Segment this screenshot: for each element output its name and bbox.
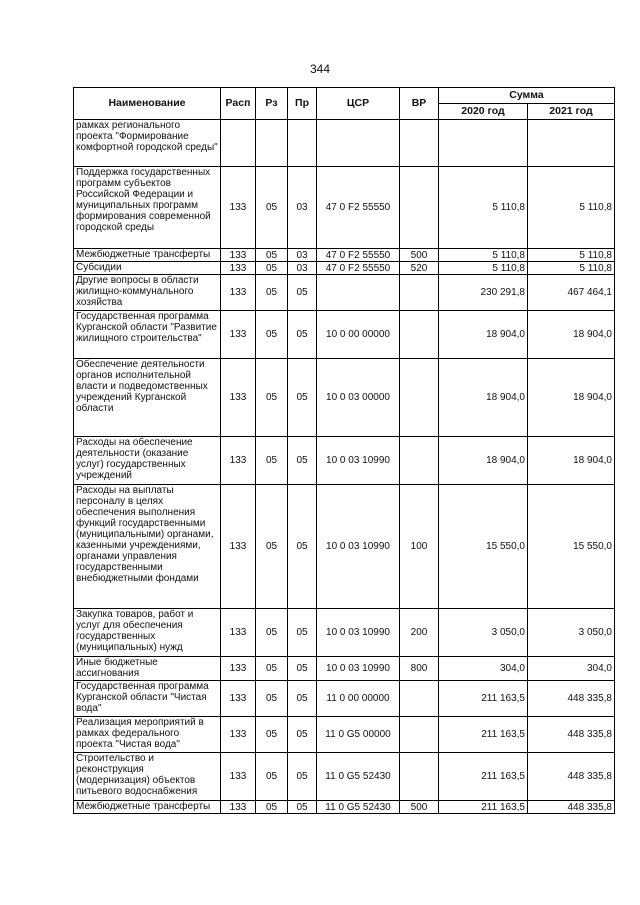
cell-2020: 15 550,0 — [439, 485, 528, 609]
cell-vr: 800 — [400, 657, 439, 681]
cell-pr: 05 — [288, 437, 317, 485]
table-row — [74, 657, 615, 681]
cell-vr: 200 — [400, 609, 439, 657]
cell-2021 — [528, 120, 615, 167]
table-row — [74, 249, 615, 262]
cell-rasp: 133 — [221, 275, 256, 311]
cell-pr: 05 — [288, 681, 317, 717]
cell-name: Реализация мероприятий в рамках федерального проекта "Чистая вода" — [74, 717, 221, 753]
cell-pr: 05 — [288, 359, 317, 437]
cell-name: Закупка товаров, работ и услуг для обеспечения государственных (муниципальных) нужд — [74, 609, 221, 657]
cell-vr: 520 — [400, 262, 439, 275]
table-row — [74, 359, 615, 437]
cell-rz — [256, 120, 288, 167]
cell-name: Иные бюджетные ассигнования — [74, 657, 221, 681]
header-year-2020: 2020 год — [439, 104, 528, 120]
table-row — [74, 262, 615, 275]
cell-2021: 448 335,8 — [528, 681, 615, 717]
header-vr: ВР — [400, 88, 439, 120]
cell-rz: 05 — [256, 437, 288, 485]
cell-csr: 47 0 F2 55550 — [317, 262, 400, 275]
table-row — [74, 485, 615, 609]
cell-rz: 05 — [256, 311, 288, 359]
table-body — [74, 120, 615, 814]
cell-2020: 18 904,0 — [439, 437, 528, 485]
cell-name: Обеспечение деятельности органов исполнительной власти и подведомственных учреждений Курганской области — [74, 359, 221, 437]
cell-name: Поддержка государственных программ субъектов Российской Федерации и муниципальных программ формирования современной городской среды — [74, 167, 221, 249]
table-row — [74, 437, 615, 485]
cell-2021: 448 335,8 — [528, 801, 615, 814]
cell-2020: 211 163,5 — [439, 801, 528, 814]
cell-rz: 05 — [256, 801, 288, 814]
cell-vr: 100 — [400, 485, 439, 609]
cell-rasp — [221, 120, 256, 167]
cell-rz: 05 — [256, 717, 288, 753]
cell-name: Расходы на обеспечение деятельности (оказание услуг) государственных учреждений — [74, 437, 221, 485]
cell-rasp: 133 — [221, 311, 256, 359]
cell-rz: 05 — [256, 681, 288, 717]
cell-2021: 3 050,0 — [528, 609, 615, 657]
table-row — [74, 275, 615, 311]
table-row — [74, 717, 615, 753]
cell-rasp: 133 — [221, 801, 256, 814]
cell-rz: 05 — [256, 657, 288, 681]
cell-pr — [288, 120, 317, 167]
cell-rz: 05 — [256, 275, 288, 311]
cell-2020 — [439, 120, 528, 167]
cell-csr: 10 0 03 00000 — [317, 359, 400, 437]
cell-pr: 05 — [288, 753, 317, 801]
cell-2021: 18 904,0 — [528, 437, 615, 485]
cell-2021: 5 110,8 — [528, 167, 615, 249]
cell-rasp: 133 — [221, 485, 256, 609]
cell-rz: 05 — [256, 485, 288, 609]
cell-pr: 05 — [288, 311, 317, 359]
header-pr: Пр — [288, 88, 317, 120]
cell-vr — [400, 275, 439, 311]
cell-2021: 448 335,8 — [528, 717, 615, 753]
header-sum: Сумма — [439, 88, 615, 104]
cell-csr: 11 0 00 00000 — [317, 681, 400, 717]
cell-pr: 05 — [288, 275, 317, 311]
cell-vr — [400, 120, 439, 167]
cell-pr: 03 — [288, 167, 317, 249]
cell-rasp: 133 — [221, 681, 256, 717]
cell-name: Государственная программа Курганской области "Развитие жилищного строительства" — [74, 311, 221, 359]
cell-2020: 211 163,5 — [439, 753, 528, 801]
budget-table — [73, 87, 615, 814]
cell-2020: 3 050,0 — [439, 609, 528, 657]
cell-rasp: 133 — [221, 249, 256, 262]
cell-csr: 10 0 03 10990 — [317, 437, 400, 485]
cell-vr — [400, 167, 439, 249]
cell-2021: 448 335,8 — [528, 753, 615, 801]
cell-pr: 05 — [288, 485, 317, 609]
cell-vr — [400, 753, 439, 801]
cell-2020: 18 904,0 — [439, 311, 528, 359]
cell-csr: 47 0 F2 55550 — [317, 167, 400, 249]
cell-rz: 05 — [256, 167, 288, 249]
cell-2020: 18 904,0 — [439, 359, 528, 437]
cell-rasp: 133 — [221, 717, 256, 753]
cell-2020: 5 110,8 — [439, 262, 528, 275]
cell-vr: 500 — [400, 249, 439, 262]
cell-rz: 05 — [256, 609, 288, 657]
table-row — [74, 120, 615, 167]
cell-2021: 18 904,0 — [528, 311, 615, 359]
cell-name: Межбюджетные трансферты — [74, 801, 221, 814]
cell-2021: 18 904,0 — [528, 359, 615, 437]
cell-2021: 304,0 — [528, 657, 615, 681]
cell-2021: 5 110,8 — [528, 249, 615, 262]
cell-rasp: 133 — [221, 609, 256, 657]
cell-name: Другие вопросы в области жилищно-коммунального хозяйства — [74, 275, 221, 311]
cell-rasp: 133 — [221, 359, 256, 437]
table-row — [74, 609, 615, 657]
cell-vr — [400, 681, 439, 717]
cell-2021: 15 550,0 — [528, 485, 615, 609]
cell-csr: 11 0 G5 00000 — [317, 717, 400, 753]
cell-pr: 03 — [288, 249, 317, 262]
cell-2021: 5 110,8 — [528, 262, 615, 275]
header-name: Наименование — [74, 88, 221, 120]
cell-vr — [400, 359, 439, 437]
cell-vr: 500 — [400, 801, 439, 814]
header-csr: ЦСР — [317, 88, 400, 120]
page-number: 344 — [309, 62, 331, 76]
cell-pr: 05 — [288, 717, 317, 753]
cell-rasp: 133 — [221, 753, 256, 801]
cell-2020: 211 163,5 — [439, 681, 528, 717]
cell-csr — [317, 120, 400, 167]
cell-rasp: 133 — [221, 167, 256, 249]
cell-csr: 11 0 G5 52430 — [317, 801, 400, 814]
cell-pr: 05 — [288, 657, 317, 681]
cell-2020: 5 110,8 — [439, 249, 528, 262]
cell-csr: 11 0 G5 52430 — [317, 753, 400, 801]
header-rasp: Расп — [221, 88, 256, 120]
cell-pr: 05 — [288, 801, 317, 814]
cell-csr: 47 0 F2 55550 — [317, 249, 400, 262]
table-row — [74, 801, 615, 814]
cell-name: Субсидии — [74, 262, 221, 275]
cell-rz: 05 — [256, 359, 288, 437]
cell-2021: 467 464,1 — [528, 275, 615, 311]
cell-csr — [317, 275, 400, 311]
cell-rz: 05 — [256, 753, 288, 801]
header-rz: Рз — [256, 88, 288, 120]
cell-name: Строительство и реконструкция (модернизация) объектов питьевого водоснабжения — [74, 753, 221, 801]
cell-2020: 5 110,8 — [439, 167, 528, 249]
cell-vr — [400, 311, 439, 359]
cell-csr: 10 0 03 10990 — [317, 657, 400, 681]
cell-2020: 304,0 — [439, 657, 528, 681]
cell-name: Межбюджетные трансферты — [74, 249, 221, 262]
cell-rasp: 133 — [221, 657, 256, 681]
cell-vr — [400, 437, 439, 485]
table-row — [74, 681, 615, 717]
cell-pr: 05 — [288, 609, 317, 657]
cell-vr — [400, 717, 439, 753]
header-year-2021: 2021 год — [528, 104, 615, 120]
cell-name: Государственная программа Курганской области "Чистая вода" — [74, 681, 221, 717]
cell-csr: 10 0 03 10990 — [317, 485, 400, 609]
cell-name: рамках регионального проекта "Формирование комфортной городской среды" — [74, 120, 221, 167]
cell-csr: 10 0 00 00000 — [317, 311, 400, 359]
table-row — [74, 167, 615, 249]
cell-rz: 05 — [256, 262, 288, 275]
table-row — [74, 311, 615, 359]
table-row — [74, 753, 615, 801]
cell-rasp: 133 — [221, 262, 256, 275]
cell-csr: 10 0 03 10990 — [317, 609, 400, 657]
cell-2020: 211 163,5 — [439, 717, 528, 753]
cell-rz: 05 — [256, 249, 288, 262]
cell-name: Расходы на выплаты персоналу в целях обеспечения выполнения функций государственными (муниципальными) органами, казенными учреждениями, органами управления государственными внебюджетными фондами — [74, 485, 221, 609]
cell-pr: 03 — [288, 262, 317, 275]
cell-rasp: 133 — [221, 437, 256, 485]
cell-2020: 230 291,8 — [439, 275, 528, 311]
